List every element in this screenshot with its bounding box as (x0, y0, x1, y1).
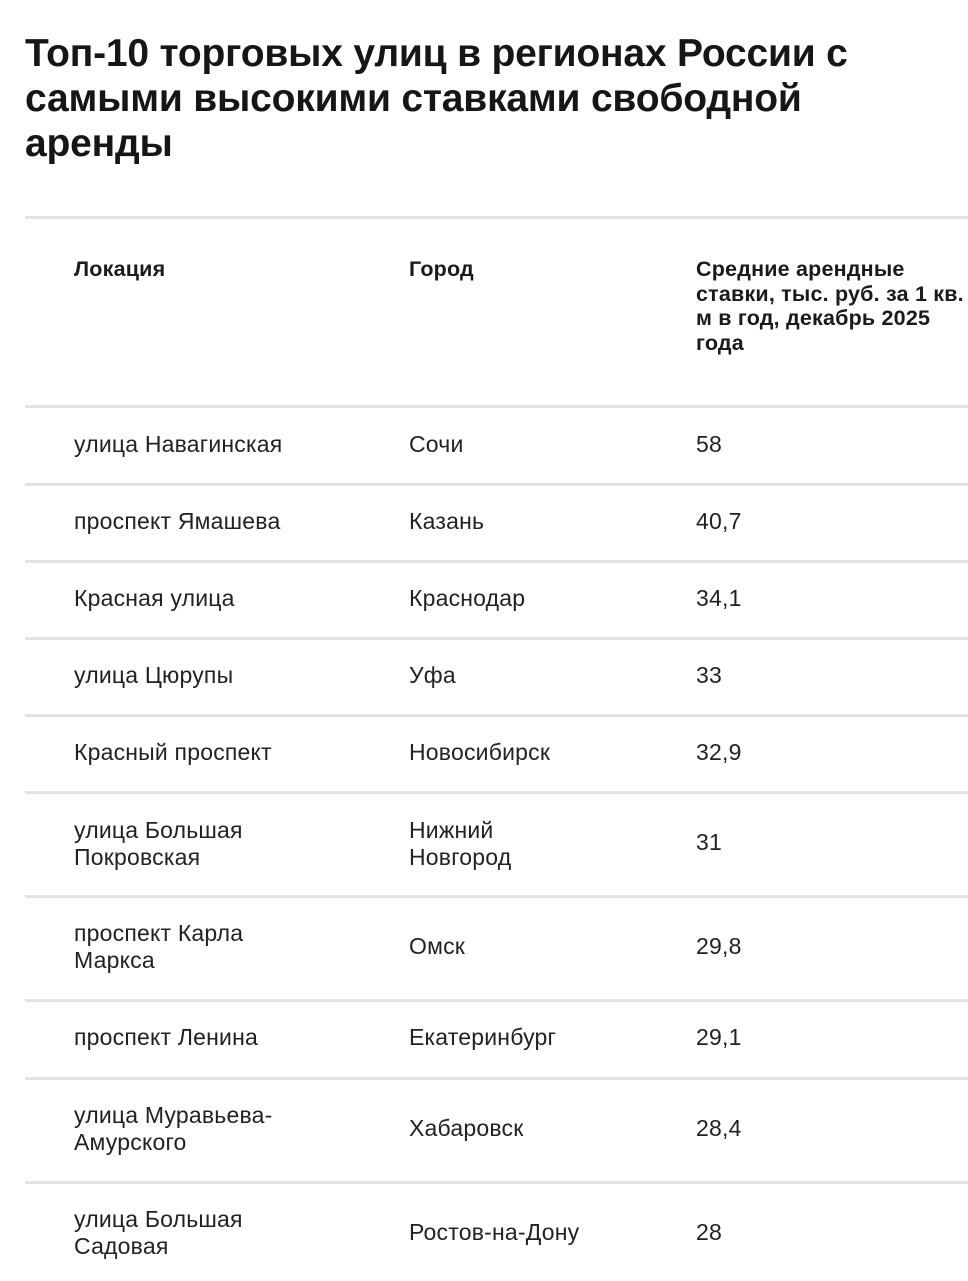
location-cell: улица Большая Покровская (74, 817, 243, 870)
rent-cell: 40,7 (696, 508, 742, 534)
column-header-city: Город (409, 257, 474, 281)
rent-cell: 29,8 (696, 933, 742, 959)
rent-table (25, 216, 968, 1281)
location-cell: улица Цюрупы (74, 662, 234, 688)
location-cell: улица Большая Садовая (74, 1206, 243, 1259)
city-cell: Уфа (409, 662, 456, 688)
city-cell: Ростов-на-Дону (409, 1219, 580, 1245)
city-cell: Казань (409, 508, 485, 534)
table-row (25, 637, 968, 714)
city-cell: Нижний Новгород (409, 817, 512, 870)
city-cell: Хабаровск (409, 1115, 524, 1141)
table-row (25, 405, 968, 483)
table-header-row (25, 216, 968, 405)
location-cell: проспект Ямашева (74, 508, 281, 534)
rent-cell: 28,4 (696, 1115, 742, 1141)
rent-cell: 28 (696, 1219, 722, 1245)
table-row (25, 791, 968, 895)
location-cell: проспект Ленина (74, 1024, 258, 1050)
city-cell: Краснодар (409, 585, 526, 611)
rent-cell: 32,9 (696, 739, 742, 765)
location-cell: проспект Карла Маркса (74, 920, 244, 973)
city-cell: Омск (409, 933, 466, 959)
rent-cell: 29,1 (696, 1024, 742, 1050)
city-cell: Новосибирск (409, 739, 551, 765)
location-cell: Красная улица (74, 585, 235, 611)
location-cell: улица Навагинская (74, 431, 283, 457)
location-cell: улица Муравьева-Амурского (74, 1102, 273, 1155)
table-row (25, 895, 968, 999)
table-row (25, 1181, 968, 1281)
rent-cell: 34,1 (696, 585, 742, 611)
column-header-rent: Средние арендные ставки, тыс. руб. за 1 кв. м в год, декабрь 2025 года (696, 257, 964, 355)
rent-cell: 33 (696, 662, 722, 688)
table-row (25, 999, 968, 1077)
rent-cell: 58 (696, 431, 722, 457)
city-cell: Сочи (409, 431, 464, 457)
table-row (25, 560, 968, 637)
city-cell: Екатеринбург (409, 1024, 557, 1050)
column-header-location: Локация (74, 257, 166, 281)
table-row (25, 1077, 968, 1181)
table-row (25, 714, 968, 791)
table-row (25, 483, 968, 560)
location-cell: Красный проспект (74, 739, 272, 765)
page-title: Топ-10 торговых улиц в регионах России с самыми высокими ставками свободной аренды (25, 32, 848, 165)
rent-cell: 31 (696, 829, 722, 855)
